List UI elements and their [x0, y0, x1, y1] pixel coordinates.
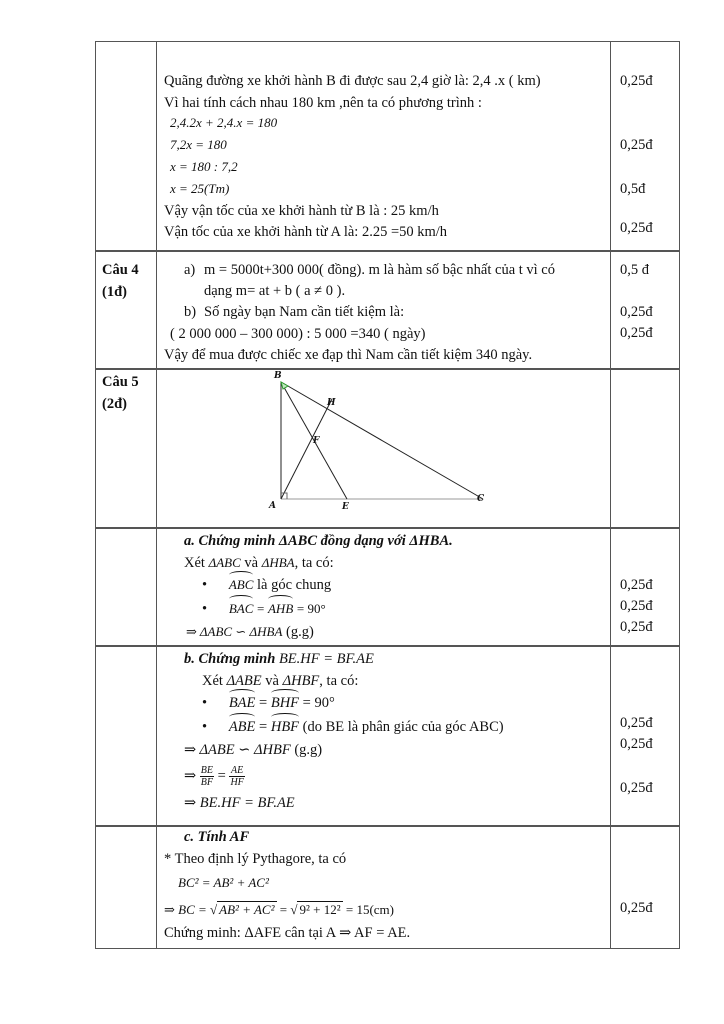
angle: ABC — [229, 575, 254, 595]
text-line: * Theo định lý Pythagore, ta có — [164, 851, 347, 867]
text-fragment: (g.g) — [286, 624, 314, 640]
text-line: m = 5000t+300 000( đồng). m là hàm số bậc nhất của t vì có — [204, 262, 555, 278]
text-fragment: , ta có: — [294, 555, 334, 571]
score: 0,5đ — [620, 181, 646, 197]
question-label: Câu 4 — [102, 262, 139, 278]
equation: 7,2x = 180 — [170, 137, 227, 152]
text-fragment: , ta có: — [319, 673, 359, 689]
triangle-figure — [261, 370, 511, 520]
row-part-b — [95, 646, 680, 826]
text-line: dạng m= at + b ( a ≠ 0 ). — [204, 283, 346, 299]
text-fragment: = — [279, 902, 288, 917]
col-divider — [156, 252, 157, 368]
question-label: Câu 5 — [102, 374, 139, 390]
label-b: B — [274, 371, 282, 381]
final-result: ⇒ BE.HF = BF.AE — [184, 795, 295, 811]
score: 0,25đ — [620, 619, 653, 635]
label-e: E — [342, 502, 349, 512]
score: 0,25đ — [620, 736, 653, 752]
bullet-line: • BAE = BHF = 90° — [202, 695, 335, 711]
text-fragment: = 90° — [296, 601, 326, 616]
part-title: c. Tính AF — [184, 829, 250, 845]
triangle-name: ΔHBF — [282, 673, 320, 689]
bullet-line: • ABC là góc chung — [202, 577, 332, 593]
fraction: $\frac{AE}{HF}$ — [230, 765, 244, 789]
text-fragment: và — [244, 555, 259, 571]
text-line: Vậy vận tốc của xe khởi hành từ B là : 25 km/h — [164, 203, 439, 219]
text-line: Vậy để mua được chiếc xe đạp thì Nam cần tiết kiệm 340 ngày. — [164, 347, 533, 363]
text-fragment: ⇒ BC = — [164, 902, 207, 917]
text-fragment: là góc chung — [257, 577, 332, 593]
text-line: Chứng minh: ΔAFE cân tại A ⇒ AF = AE. — [164, 925, 411, 941]
conclusion: ⇒ ΔABC ∽ ΔHBA — [186, 624, 283, 639]
triangle-name: ΔHBA — [261, 555, 295, 570]
text-line — [184, 553, 334, 573]
text-line: Vì hai tính cách nhau 180 km ,nên ta có phương trình : — [164, 95, 482, 111]
text-fragment: = 90° — [302, 695, 335, 711]
score: 0,25đ — [620, 137, 653, 153]
text-fragment: (do BE là phân giác của góc ABC) — [302, 719, 504, 735]
radicand: AB² + AC² — [219, 902, 275, 917]
part-title — [184, 649, 374, 669]
col-divider — [156, 370, 157, 527]
question-points: (2đ) — [102, 396, 127, 412]
col-divider — [610, 647, 611, 825]
col-divider — [610, 529, 611, 645]
row-part-c — [95, 826, 680, 949]
label-f: F — [313, 436, 320, 446]
item-marker: a) — [184, 262, 196, 278]
text-line: Vận tốc của xe khởi hành từ A là: 2.25 =50 km/h — [164, 224, 448, 240]
radicand: 9² + 12² — [299, 902, 341, 917]
row-cau4 — [95, 251, 680, 369]
label-c: C — [477, 494, 485, 504]
score: 0,5 đ — [620, 262, 649, 278]
score: 0,25đ — [620, 73, 653, 89]
score: 0,25đ — [620, 900, 653, 916]
expression: BE.HF = BF.AE — [278, 651, 374, 667]
segment-ah — [281, 399, 332, 499]
score: 0,25đ — [620, 780, 653, 796]
col-divider — [610, 252, 611, 368]
text-line: ( 2 000 000 – 300 000) : 5 000 =340 ( ngày) — [170, 326, 426, 342]
bullet-line: • BAC = AHB = 90° — [202, 601, 326, 617]
equation: ⇒ BC = √ AB² + AC² = √ 9² + 12² = 15(cm) — [164, 902, 394, 917]
col-divider — [610, 370, 611, 527]
col-divider — [156, 647, 157, 825]
score: 0,25đ — [620, 220, 653, 236]
equation: x = 25(Tm) — [170, 181, 230, 196]
similarity: ⇒ ΔABE ∽ ΔHBF — [184, 742, 291, 758]
text-line — [184, 740, 322, 760]
row-cau3-continued — [95, 41, 680, 251]
col-divider — [156, 42, 157, 250]
text-fragment: Xét — [184, 555, 205, 571]
fraction: $\frac{BE}{BF}$ — [200, 765, 213, 789]
angle: BAC — [229, 599, 254, 619]
score: 0,25đ — [620, 598, 653, 614]
label-h: H — [327, 398, 336, 408]
part-title: a. Chứng minh ΔABC đồng dạng với ΔHBA. — [184, 533, 453, 549]
equation: BC² = AB² + AC² — [178, 875, 269, 890]
col-divider — [610, 827, 611, 948]
text-fragment: b. Chứng minh — [184, 651, 276, 667]
score: 0,25đ — [620, 715, 653, 731]
ratio-line: ⇒ $\frac{BE}{BF}$ = $\frac{AE}{HF}$ — [184, 765, 244, 789]
angle: ABE — [228, 719, 256, 735]
score: 0,25đ — [620, 577, 653, 593]
text-line: Quãng đường xe khởi hành B đi được sau 2,4 giờ là: 2,4 .x ( km) — [164, 73, 541, 89]
item-marker: b) — [184, 304, 197, 320]
triangle-name: ΔABC — [208, 555, 241, 570]
equation: 2,4.2x + 2,4.x = 180 — [170, 115, 278, 130]
bullet-line: • ABE = HBF (do BE là phân giác của góc ABC) — [202, 719, 504, 735]
angle-mark — [281, 382, 288, 389]
angle: HBF — [270, 719, 300, 735]
text-fragment: = 15(cm) — [345, 902, 394, 917]
row-cau5-figure — [95, 369, 680, 528]
text-fragment: Xét — [202, 673, 223, 689]
text-fragment: (g.g) — [294, 742, 323, 758]
angle: BHF — [270, 695, 300, 711]
text-line — [202, 671, 358, 691]
angle: AHB — [268, 599, 293, 619]
score: 0,25đ — [620, 325, 653, 341]
angle: BAE — [228, 695, 256, 711]
text-fragment: và — [265, 673, 279, 689]
col-divider — [156, 529, 157, 645]
answer-sheet — [95, 41, 680, 949]
question-points: (1đ) — [102, 284, 127, 300]
triangle-name: ΔABE — [226, 673, 262, 689]
equation: x = 180 : 7,2 — [170, 159, 238, 174]
label-a: A — [269, 501, 276, 511]
text-line: Số ngày bạn Nam cần tiết kiệm là: — [204, 304, 405, 320]
score: 0,25đ — [620, 304, 653, 320]
text-line — [186, 622, 314, 642]
col-divider — [610, 42, 611, 250]
row-part-a — [95, 528, 680, 646]
col-divider — [156, 827, 157, 948]
